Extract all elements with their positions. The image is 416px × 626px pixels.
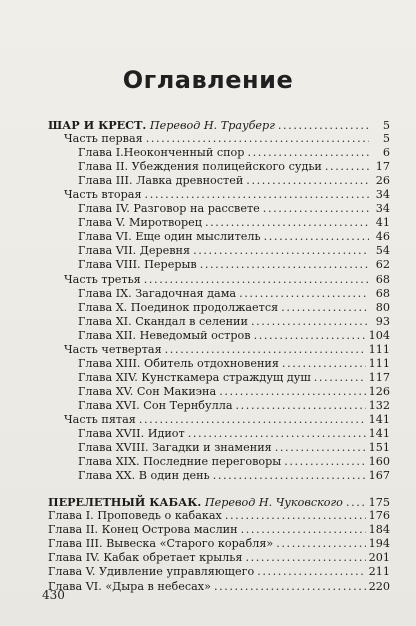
toc-page-number: 62 [375, 258, 390, 272]
translator-credit: Перевод Н. Чуковского [204, 496, 343, 510]
toc-entry-label: Глава VI. «Дыра в небесах» [48, 579, 211, 593]
toc-chapter-entry[interactable] [48, 258, 390, 272]
dot-leader [239, 287, 369, 301]
dot-leader [225, 509, 366, 523]
toc-entry-label: Глава IV. Кабак обретает крылья [48, 551, 243, 565]
toc-entry-label: Глава IX. Загадочная дама [78, 286, 237, 300]
dot-leader [213, 469, 366, 483]
toc-entry-label: Глава I. Проповедь о кабаках [48, 509, 222, 523]
toc-page-number: 93 [375, 314, 390, 328]
toc-page-number: 126 [368, 384, 390, 398]
toc-entry-label: Глава VIII. Перерыв [78, 258, 197, 272]
toc-page-number: 194 [368, 537, 390, 551]
toc-page-number: 34 [375, 202, 390, 216]
dot-leader [236, 399, 366, 413]
toc-page-number: 141 [368, 427, 390, 441]
toc-page-number: 34 [375, 188, 390, 202]
page-number: 430 [42, 588, 65, 602]
toc-entry-label: Глава IV. Разговор на рассвете [78, 202, 260, 216]
dot-leader [254, 329, 366, 343]
toc-page-number: 68 [375, 286, 390, 300]
toc-chapter-entry[interactable] [48, 160, 390, 174]
toc-chapter-entry[interactable] [48, 230, 390, 244]
book-title: ШАР И КРЕСТ. [48, 118, 147, 132]
dot-leader [282, 357, 366, 371]
toc-page-number: 132 [368, 398, 390, 412]
dot-leader [251, 315, 369, 329]
toc-page-number: 220 [368, 579, 390, 593]
toc-entry-label: Глава XIII. Обитель отдохновения [78, 356, 279, 370]
toc-entry-label: Часть вторая [64, 188, 142, 202]
dot-leader [245, 551, 365, 565]
toc-entry-label: Глава II. Убеждения полицейского судьи [78, 160, 322, 174]
toc-page-number: 184 [368, 523, 390, 537]
toc-page-number: 54 [375, 244, 390, 258]
toc-entry-label: Глава XII. Неведомый остров [78, 328, 251, 342]
toc-page-number: 141 [368, 412, 390, 426]
toc-page-number: 68 [375, 272, 390, 286]
dot-leader [145, 188, 369, 202]
dot-leader [346, 496, 366, 510]
toc-page-number: 41 [375, 216, 390, 230]
toc-chapter-entry[interactable] [48, 287, 390, 301]
toc-page-number: 80 [375, 300, 390, 314]
toc-page-number: 5 [382, 119, 390, 132]
toc-entry-label: Глава VI. Еще один мыслитель [78, 230, 261, 244]
toc-chapter-entry[interactable] [48, 551, 390, 565]
toc-chapter-entry[interactable] [48, 244, 390, 258]
toc-chapter-entry[interactable] [48, 357, 390, 371]
dot-leader [314, 371, 366, 385]
toc-entry-label: Глава V. Миротворец [78, 216, 202, 230]
toc-entry-label: Глава XVIII. Загадки и знамения [78, 441, 272, 455]
toc-entry-label: Глава XIX. Последние переговоры [78, 455, 282, 469]
dot-leader [219, 385, 365, 399]
toc-chapter-entry[interactable] [48, 371, 390, 385]
toc-chapter-entry[interactable] [48, 399, 390, 413]
dot-leader [275, 441, 366, 455]
toc-entry-label: Глава XX. В один день [78, 469, 210, 483]
toc-chapter-entry[interactable] [48, 329, 390, 343]
dot-leader [193, 244, 369, 258]
section-gap [48, 483, 390, 495]
toc-page-number: 17 [375, 160, 390, 174]
toc-entry-label: Часть четвертая [64, 342, 162, 356]
toc-page-number: 201 [368, 551, 390, 565]
toc-book-label [48, 495, 343, 510]
dot-leader [284, 455, 365, 469]
toc-entry-label: Глава XV. Сон Макиэна [78, 384, 217, 398]
toc-entry-label: Часть третья [64, 272, 141, 286]
dot-leader [205, 216, 369, 230]
toc-page-number: 176 [368, 509, 390, 523]
toc-chapter-entry[interactable] [48, 427, 390, 441]
table-of-contents [48, 118, 390, 594]
dot-leader [165, 343, 366, 357]
dot-leader [214, 580, 366, 594]
toc-page-number: 6 [382, 146, 390, 160]
dot-leader [246, 174, 369, 188]
toc-page-number: 175 [368, 496, 390, 510]
toc-chapter-entry[interactable] [48, 580, 390, 594]
toc-part-entry[interactable] [48, 343, 390, 357]
toc-page-number: 151 [368, 441, 390, 455]
toc-entry-label: Глава XI. Скандал в селении [78, 314, 248, 328]
dot-leader [146, 132, 369, 146]
toc-page-number: 160 [368, 455, 390, 469]
toc-chapter-entry[interactable] [48, 216, 390, 230]
toc-page-number: 46 [375, 230, 390, 244]
toc-entry-label: Глава X. Поединок продолжается [78, 300, 279, 314]
book-title: ПЕРЕЛЕТНЫЙ КАБАК. [48, 495, 202, 510]
toc-part-entry[interactable] [48, 413, 390, 427]
dot-leader [325, 160, 369, 174]
toc-chapter-entry[interactable] [48, 385, 390, 399]
dot-leader [241, 523, 366, 537]
toc-chapter-entry[interactable] [48, 565, 390, 579]
dot-leader [278, 119, 369, 133]
toc-book-entry[interactable] [48, 118, 390, 132]
toc-book-entry[interactable] [48, 495, 390, 509]
toc-chapter-entry[interactable] [48, 509, 390, 523]
dot-leader [263, 202, 369, 216]
toc-chapter-entry[interactable] [48, 301, 390, 315]
page-title: Оглавление [122, 66, 294, 94]
toc-page-number: 111 [368, 342, 390, 356]
toc-entry-label: Глава II. Конец Острова маслин [48, 523, 238, 537]
toc-page-number: 117 [368, 370, 390, 384]
dot-leader [200, 258, 369, 272]
toc-entry-label: Глава XVII. Идиот [78, 427, 185, 441]
toc-entry-label: Глава XVI. Сон Тернбулла [78, 398, 233, 412]
dot-leader [144, 273, 369, 287]
toc-chapter-entry[interactable] [48, 537, 390, 551]
toc-chapter-entry[interactable] [48, 174, 390, 188]
toc-part-entry[interactable] [48, 188, 390, 202]
toc-page-number: 5 [382, 132, 390, 146]
toc-entry-label: Глава VII. Деревня [78, 244, 191, 258]
toc-entry-label: Глава III. Лавка древностей [78, 174, 244, 188]
toc-entry-label: Глава I.Неоконченный спор [78, 146, 245, 160]
toc-entry-label: Глава V. Удивление управляющего [48, 565, 255, 579]
dot-leader [276, 537, 365, 551]
toc-page-number: 104 [368, 328, 390, 342]
toc-chapter-entry[interactable] [48, 315, 390, 329]
toc-page-number: 111 [368, 356, 390, 370]
toc-part-entry[interactable] [48, 132, 390, 146]
toc-chapter-entry[interactable] [48, 202, 390, 216]
dot-leader [281, 301, 369, 315]
toc-entry-label: Часть пятая [64, 412, 136, 426]
toc-chapter-entry[interactable] [48, 441, 390, 455]
toc-entry-label: Глава XIV. Кунсткамера страждущ душ [78, 370, 311, 384]
toc-entry-label: Глава III. Вывеска «Старого корабля» [48, 537, 274, 551]
dot-leader [257, 565, 365, 579]
dot-leader [264, 230, 369, 244]
dot-leader [247, 146, 369, 160]
toc-page-number: 211 [368, 565, 390, 579]
dot-leader [188, 427, 366, 441]
toc-part-entry[interactable] [48, 273, 390, 287]
toc-entry-label: Часть первая [64, 132, 143, 146]
toc-chapter-entry[interactable] [48, 455, 390, 469]
toc-chapter-entry[interactable] [48, 469, 390, 483]
toc-chapter-entry[interactable] [48, 523, 390, 537]
toc-page-number: 26 [375, 174, 390, 188]
toc-book-label [48, 118, 275, 133]
dot-leader [139, 413, 366, 427]
toc-page-number: 167 [368, 469, 390, 483]
toc-chapter-entry[interactable] [48, 146, 390, 160]
translator-credit: Перевод Н. Трауберг [149, 119, 275, 132]
